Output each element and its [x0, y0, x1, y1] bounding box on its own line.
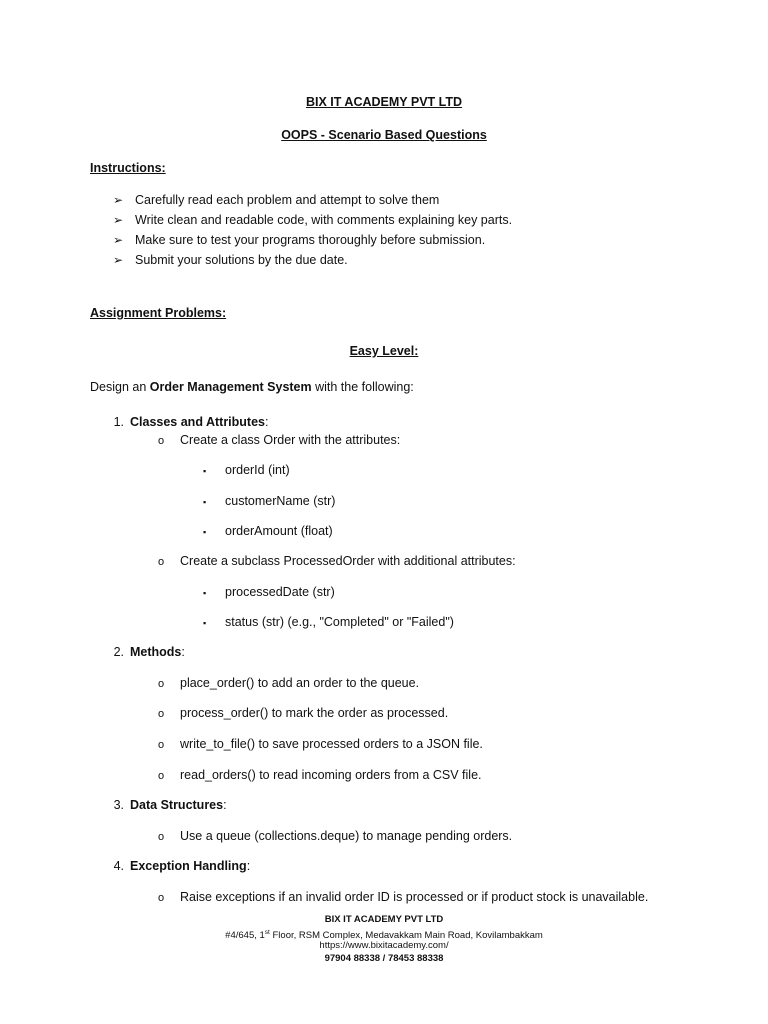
instruction-item: ➢ Submit your solutions by the due date. [113, 253, 348, 267]
circle-bullet-icon: o [158, 892, 165, 904]
circle-bullet-icon: o [158, 739, 165, 751]
arrow-bullet-icon: ➢ [113, 213, 124, 227]
circle-bullet-icon: o [158, 678, 165, 690]
circle-bullet-icon: o [158, 770, 165, 782]
arrow-bullet-icon: ➢ [113, 193, 124, 207]
square-bullet-icon: ▪ [203, 466, 207, 476]
method-item: o process_order() to mark the order as processed. [158, 706, 449, 720]
attribute-item: ▪ processedDate (str) [203, 585, 335, 599]
level-heading: Easy Level: [349, 344, 419, 358]
attribute-item: ▪ orderId (int) [203, 463, 290, 477]
exception-item: o Raise exceptions if an invalid order ID is processed or if product stock is unavailable. [158, 890, 649, 904]
sub-item: o Create a class Order with the attributes: [158, 433, 401, 447]
square-bullet-icon: ▪ [203, 588, 207, 598]
method-item: o write_to_file() to save processed orders to a JSON file. [158, 737, 483, 751]
section-heading: 4. Exception Handling: [113, 859, 251, 873]
arrow-bullet-icon: ➢ [113, 253, 124, 267]
instruction-item: ➢ Make sure to test your programs thoroughly before submission. [113, 233, 486, 247]
instructions-heading: Instructions: [90, 161, 166, 175]
section-heading: 2. Methods: [113, 645, 185, 659]
section-heading: 3. Data Structures: [113, 798, 227, 812]
assignment-heading: Assignment Problems: [90, 306, 227, 320]
instruction-item: ➢ Carefully read each problem and attempt to solve them [113, 193, 440, 207]
section-heading: 1. Classes and Attributes: [113, 415, 269, 429]
circle-bullet-icon: o [158, 831, 165, 843]
footer-website: https://www.bixitacademy.com/ [319, 940, 449, 951]
square-bullet-icon: ▪ [203, 618, 207, 628]
footer-address: #4/645, 1st Floor, RSM Complex, Medavakkam Main Road, Kovilambakkam [225, 929, 543, 942]
circle-bullet-icon: o [158, 708, 165, 720]
attribute-item: ▪ status (str) (e.g., "Completed" or "Failed") [203, 615, 454, 629]
arrow-bullet-icon: ➢ [113, 233, 124, 247]
intro-paragraph: Design an Order Management System with the following: [90, 380, 414, 394]
circle-bullet-icon: o [158, 556, 165, 568]
attribute-item: ▪ customerName (str) [203, 494, 336, 508]
square-bullet-icon: ▪ [203, 527, 207, 537]
footer-phones: 97904 88338 / 78453 88338 [324, 953, 444, 964]
company-title: BIX IT ACADEMY PVT LTD [305, 95, 463, 109]
circle-bullet-icon: o [158, 435, 165, 447]
sub-item: o Create a subclass ProcessedOrder with additional attributes: [158, 554, 516, 568]
footer-company: BIX IT ACADEMY PVT LTD [324, 914, 444, 925]
data-structure-item: o Use a queue (collections.deque) to manage pending orders. [158, 829, 513, 843]
instruction-item: ➢ Write clean and readable code, with comments explaining key parts. [113, 213, 513, 227]
method-item: o read_orders() to read incoming orders from a CSV file. [158, 768, 482, 782]
method-item: o place_order() to add an order to the queue. [158, 676, 420, 690]
square-bullet-icon: ▪ [203, 497, 207, 507]
document-subtitle: OOPS - Scenario Based Questions [281, 128, 487, 142]
attribute-item: ▪ orderAmount (float) [203, 524, 333, 538]
